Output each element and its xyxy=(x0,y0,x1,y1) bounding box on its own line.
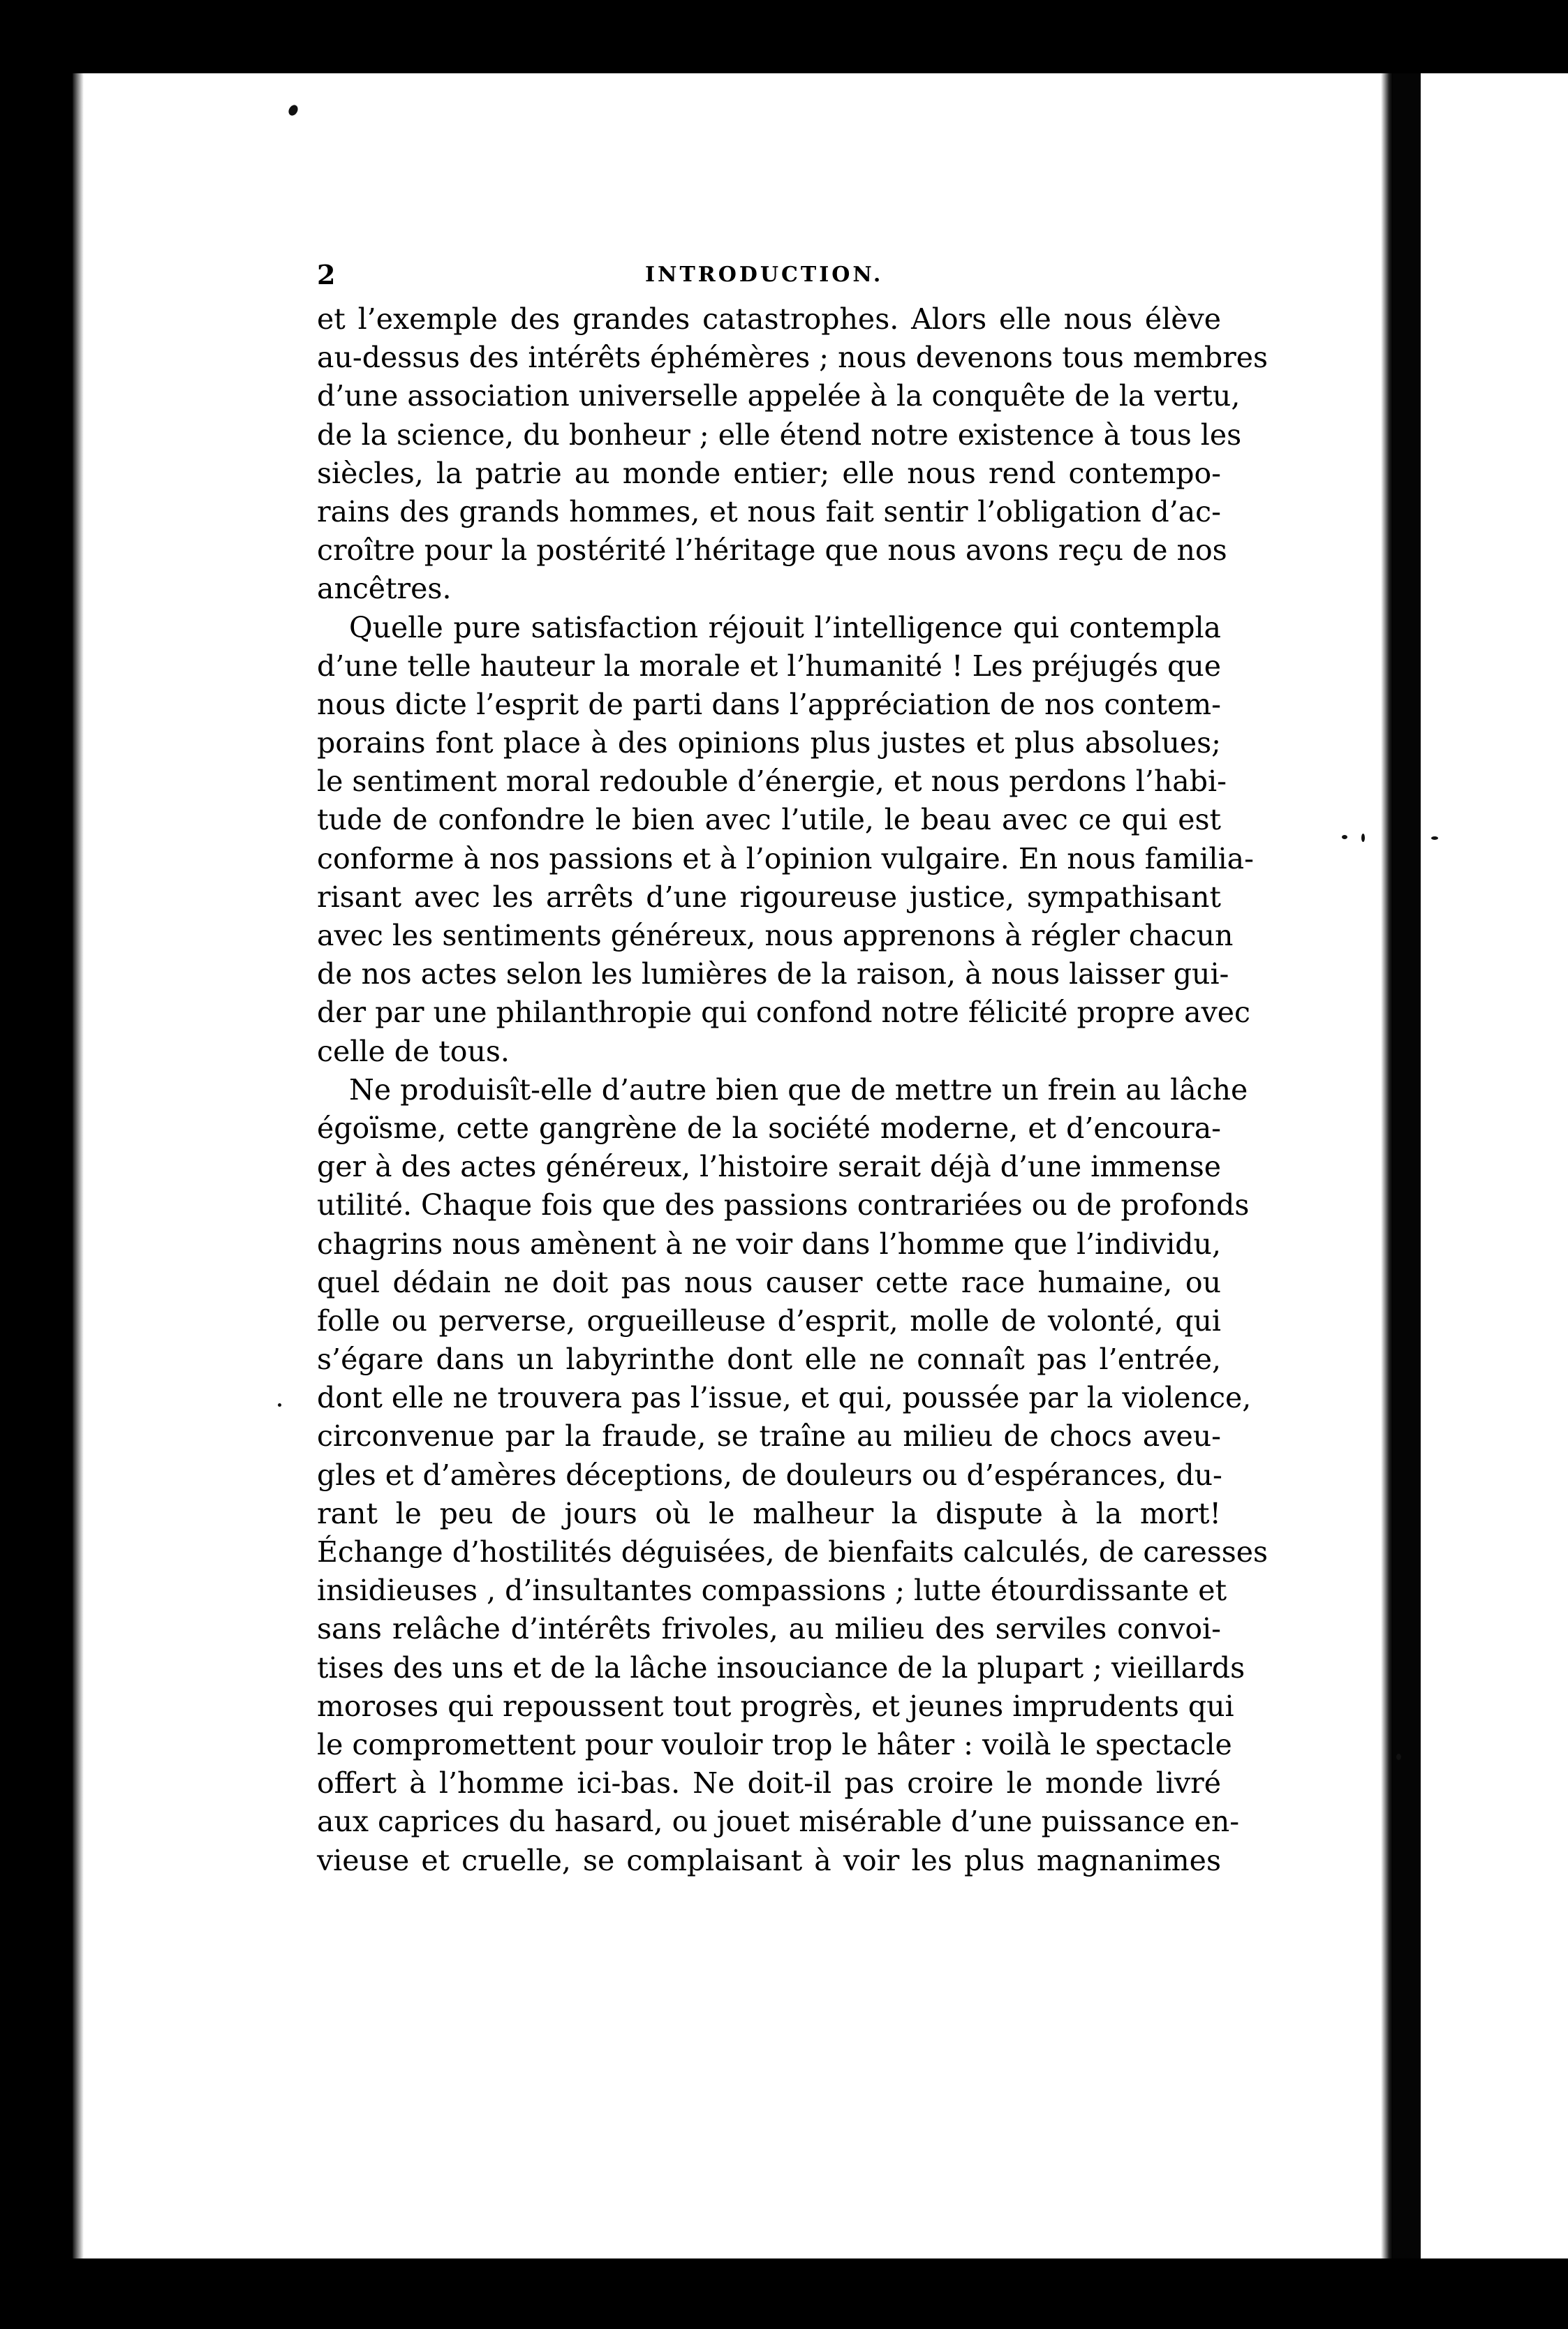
page-left-edge xyxy=(73,73,84,2258)
text-line: avec les sentiments généreux, nous apprenons à régler chacun xyxy=(317,919,1234,952)
text-line: chagrins nous amènent à ne voir dans l’homme que l’individu, xyxy=(317,1227,1221,1261)
text-line: moroses qui repoussent tout progrès, et jeunes imprudents qui xyxy=(317,1689,1234,1723)
text-line: conforme à nos passions et à l’opinion vulgaire. En nous familia- xyxy=(317,841,1254,875)
text-line: de nos actes selon les lumières de la raison, à nous laisser gui- xyxy=(317,957,1229,991)
text-line: tises des uns et de la lâche insouciance de la plupart ; vieillards xyxy=(317,1650,1245,1685)
paragraph-first-line: Ne produisît-elle d’autre bien que de mettre un frein au lâche xyxy=(349,1072,1248,1107)
running-head: INTRODUCTION. xyxy=(645,263,884,287)
page-number: 2 xyxy=(317,259,336,290)
text-line: ancêtres. xyxy=(317,572,452,606)
text-line: le sentiment moral redouble d’énergie, et nous perdons l’habi- xyxy=(317,764,1227,799)
text-line: Échange d’hostilités déguisées, de bienfaits calculés, de caresses xyxy=(317,1535,1269,1569)
text-line: de la science, du bonheur ; elle étend notre existence à tous les xyxy=(317,417,1242,452)
book-spine xyxy=(1393,73,1421,2258)
scan-top-border xyxy=(0,0,1568,73)
text-line: le compromettent pour vouloir trop le hâter : voilà le spectacle xyxy=(317,1727,1232,1761)
ink-speck xyxy=(1361,834,1365,842)
text-line: nous dicte l’esprit de parti dans l’appréciation de nos contem- xyxy=(317,687,1221,721)
text-line: et l’exemple des grandes catastrophes. Alors elle nous élève xyxy=(317,302,1221,336)
body-text xyxy=(317,300,1269,1880)
page-header xyxy=(317,260,1219,290)
ink-speck xyxy=(278,1403,281,1407)
text-line: aux caprices du hasard, ou jouet misérable d’une puissance en- xyxy=(317,1805,1240,1839)
text-line: der par une philanthropie qui confond notre félicité propre avec xyxy=(317,996,1250,1030)
text-line: au-dessus des intérêts éphémères ; nous devenons tous membres xyxy=(317,341,1269,375)
ink-speck xyxy=(1396,1754,1401,1760)
text-line: dont elle ne trouvera pas l’issue, et qui, poussée par la violence, xyxy=(317,1381,1252,1415)
text-line: d’une telle hauteur la morale et l’humanité ! Les préjugés que xyxy=(317,649,1221,683)
text-line: sans relâche d’intérêts frivoles, au milieu des serviles convoi- xyxy=(317,1612,1221,1646)
text-line: risant avec les arrêts d’une rigoureuse justice, sympathisant xyxy=(317,880,1221,914)
facing-page-edge xyxy=(1421,73,1568,2258)
text-line: celle de tous. xyxy=(317,1034,510,1068)
text-line: insidieuses , d’insultantes compassions ; lutte étourdissante et xyxy=(317,1574,1227,1608)
text-line: folle ou perverse, orgueilleuse d’esprit, molle de volonté, qui xyxy=(317,1303,1221,1338)
text-line: tude de confondre le bien avec l’utile, le beau avec ce qui est xyxy=(317,803,1221,837)
text-line: circonvenue par la fraude, se traîne au milieu de chocs aveu- xyxy=(317,1419,1221,1454)
text-line: vieuse et cruelle, se complaisant à voir les plus magnanimes xyxy=(317,1843,1221,1877)
paragraph-first-line: Quelle pure satisfaction réjouit l’intelligence qui contempla xyxy=(349,610,1221,644)
text-line: siècles, la patrie au monde entier; elle nous rend contempo- xyxy=(317,456,1221,490)
text-line: porains font place à des opinions plus justes et plus absolues; xyxy=(317,726,1221,760)
text-line: s’égare dans un labyrinthe dont elle ne connaît pas l’entrée, xyxy=(317,1343,1221,1377)
text-line: rant le peu de jours où le malheur la dispute à la mort! xyxy=(317,1496,1221,1530)
text-line: gles et d’amères déceptions, de douleurs ou d’espérances, du- xyxy=(317,1458,1222,1492)
text-line: croître pour la postérité l’héritage que nous avons reçu de nos xyxy=(317,533,1227,568)
ink-speck xyxy=(1342,835,1347,839)
text-line: utilité. Chaque fois que des passions contrariées ou de profonds xyxy=(317,1188,1250,1222)
text-line: offert à l’homme ici-bas. Ne doit-il pas croire le monde livré xyxy=(317,1766,1221,1801)
text-line: égoïsme, cette gangrène de la société moderne, et d’encoura- xyxy=(317,1111,1221,1145)
ink-speck xyxy=(1431,836,1438,840)
text-line: quel dédain ne doit pas nous causer cette race humaine, ou xyxy=(317,1265,1221,1299)
text-line: rains des grands hommes, et nous fait sentir l’obligation d’ac- xyxy=(317,494,1221,528)
text-line: ger à des actes généreux, l’histoire serait déjà d’une immense xyxy=(317,1150,1221,1184)
text-line: d’une association universelle appelée à la conquête de la vertu, xyxy=(317,379,1241,413)
